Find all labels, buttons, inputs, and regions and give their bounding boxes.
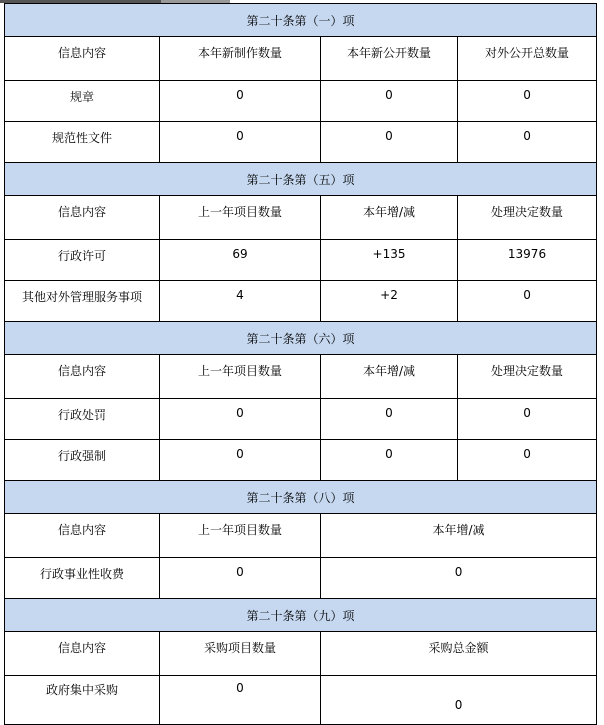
table-cell: 0: [160, 399, 321, 440]
table-cell: 0: [160, 81, 321, 122]
row-label: 行政许可: [5, 240, 160, 281]
table-cell: 0: [160, 676, 321, 725]
table-row: [5, 281, 597, 322]
section-title: 第二十条第（五）项: [5, 163, 597, 196]
table-cell: 0: [321, 676, 597, 725]
row-label: 规章: [5, 81, 160, 122]
column-header: 处理决定数量: [458, 196, 597, 240]
section-title: 第二十条第（八）项: [5, 481, 597, 514]
disclosure-table: [4, 3, 597, 725]
column-header: 对外公开总数量: [458, 37, 597, 81]
column-header: 采购项目数量: [160, 632, 321, 676]
section-header-row: [5, 599, 597, 632]
table-cell: 0: [160, 122, 321, 163]
row-label: 其他对外管理服务事项: [5, 281, 160, 322]
table-cell: 0: [321, 440, 458, 481]
table-row: [5, 558, 597, 599]
column-header: 本年增/减: [321, 514, 597, 558]
section-title: 第二十条第（六）项: [5, 322, 597, 355]
table-row: [5, 399, 597, 440]
column-header: 上一年项目数量: [160, 196, 321, 240]
table-row: [5, 440, 597, 481]
table-cell: 0: [321, 81, 458, 122]
column-header: 本年新制作数量: [160, 37, 321, 81]
table-cell: 0: [458, 281, 597, 322]
table-row: [5, 676, 597, 725]
table-row: [5, 81, 597, 122]
table-row: [5, 122, 597, 163]
table-row: [5, 240, 597, 281]
table-cell: 0: [321, 399, 458, 440]
section-header-row: [5, 4, 597, 37]
table-cell: 4: [160, 281, 321, 322]
table-cell: 0: [458, 399, 597, 440]
table-cell: 0: [160, 558, 321, 599]
row-label: 政府集中采购: [5, 676, 160, 725]
column-header: 本年新公开数量: [321, 37, 458, 81]
column-header: 上一年项目数量: [160, 514, 321, 558]
column-header-row: [5, 196, 597, 240]
table-cell: 0: [458, 122, 597, 163]
column-header: 信息内容: [5, 632, 160, 676]
column-header: 本年增/减: [321, 196, 458, 240]
table-cell: 0: [321, 122, 458, 163]
column-header: 信息内容: [5, 514, 160, 558]
section-title: 第二十条第（一）项: [5, 4, 597, 37]
column-header: 信息内容: [5, 196, 160, 240]
table-cell: 0: [458, 440, 597, 481]
column-header: 处理决定数量: [458, 355, 597, 399]
table-cell: +2: [321, 281, 458, 322]
section-header-row: [5, 163, 597, 196]
column-header-row: [5, 514, 597, 558]
table-cell: 13976: [458, 240, 597, 281]
table-cell: 0: [321, 558, 597, 599]
row-label: 规范性文件: [5, 122, 160, 163]
table-cell: +135: [321, 240, 458, 281]
section-header-row: [5, 481, 597, 514]
column-header: 本年增/减: [321, 355, 458, 399]
row-label: 行政处罚: [5, 399, 160, 440]
column-header: 信息内容: [5, 37, 160, 81]
column-header: 采购总金额: [321, 632, 597, 676]
row-label: 行政事业性收费: [5, 558, 160, 599]
table-cell: 69: [160, 240, 321, 281]
section-title: 第二十条第（九）项: [5, 599, 597, 632]
table-cell: 0: [458, 81, 597, 122]
section-header-row: [5, 322, 597, 355]
column-header-row: [5, 355, 597, 399]
column-header-row: [5, 632, 597, 676]
column-header: 上一年项目数量: [160, 355, 321, 399]
row-label: 行政强制: [5, 440, 160, 481]
column-header: 信息内容: [5, 355, 160, 399]
table-cell: 0: [160, 440, 321, 481]
column-header-row: [5, 37, 597, 81]
